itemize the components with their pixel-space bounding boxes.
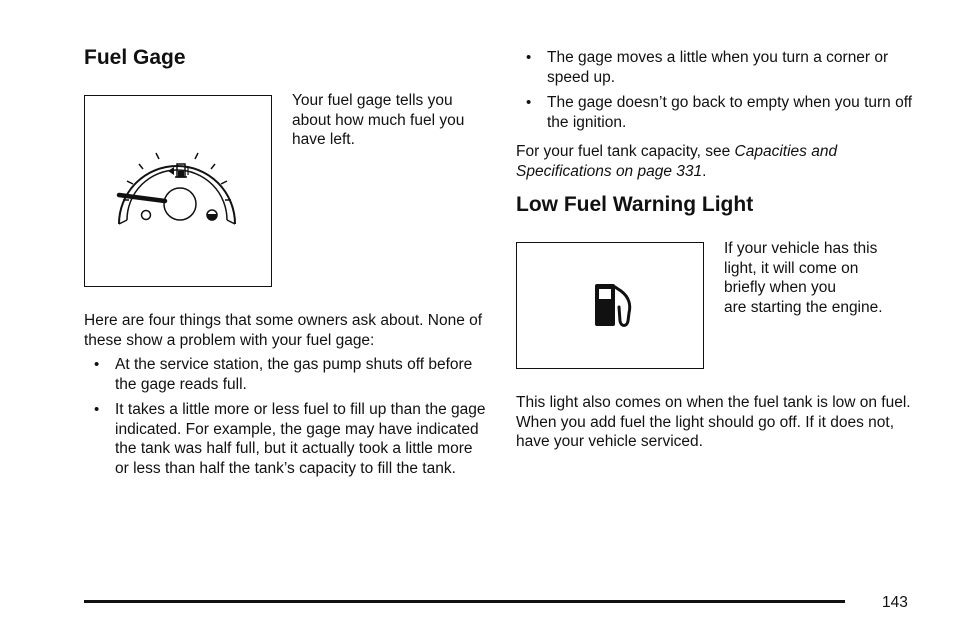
list-item	[84, 355, 489, 394]
fuel-gauge-icon	[85, 96, 270, 285]
list-item-text: The gage doesn’t go back to empty when you turn off the ignition.	[547, 94, 913, 131]
page-number: 143	[882, 594, 908, 611]
fuel-gage-heading: Fuel Gage	[84, 46, 186, 69]
bullet: •	[526, 94, 532, 111]
light-text-line: are starting the engine.	[724, 298, 883, 316]
list-item-text: At the service station, the gas pump shuts off before the gage reads full.	[115, 356, 473, 393]
light-text-line: light, it will come on	[724, 259, 859, 277]
capacities-link[interactable]: Capacities and Specifications on page 331	[516, 143, 838, 180]
low-fuel-body-text: This light also comes on when the fuel tank is low on fuel. When you add fuel the light should go off. If it does not, have your vehicle serviced.	[516, 394, 911, 450]
list-item	[84, 400, 489, 478]
owners-lead-text: Here are four things that some owners ask about. None of these show a problem with your fuel gage:	[84, 312, 483, 349]
list-item	[516, 48, 921, 87]
capacity-suffix: .	[702, 162, 707, 180]
gage-behavior-list	[516, 48, 921, 138]
low-fuel-light-illustration	[516, 242, 704, 369]
bullet: •	[94, 401, 100, 418]
bullet: •	[526, 49, 532, 66]
capacity-prefix: For your fuel tank capacity, see	[516, 143, 735, 160]
fuel-pump-icon	[517, 243, 702, 367]
list-item-text: It takes a little more or less fuel to fill up than the gage indicated. For example, the gage may have indicated the tank was half full, but it actually took a little more or less than half the tank’s capacity to fill the tank.	[115, 401, 486, 477]
owner-questions-list	[84, 355, 489, 484]
list-item	[516, 93, 921, 132]
footer-rule	[84, 600, 845, 603]
capacity-reference-text	[516, 142, 916, 181]
low-fuel-heading: Low Fuel Warning Light	[516, 193, 754, 216]
low-fuel-light-description	[724, 239, 924, 317]
light-text-line: If your vehicle has this	[724, 240, 878, 257]
fuel-gage-illustration	[84, 95, 272, 287]
bullet: •	[94, 356, 100, 373]
gage-intro-text: Your fuel gage tells you about how much fuel you have left.	[292, 92, 465, 148]
list-item-text: The gage moves a little when you turn a corner or speed up.	[547, 49, 889, 86]
light-text-line: briefly when you	[724, 279, 837, 296]
